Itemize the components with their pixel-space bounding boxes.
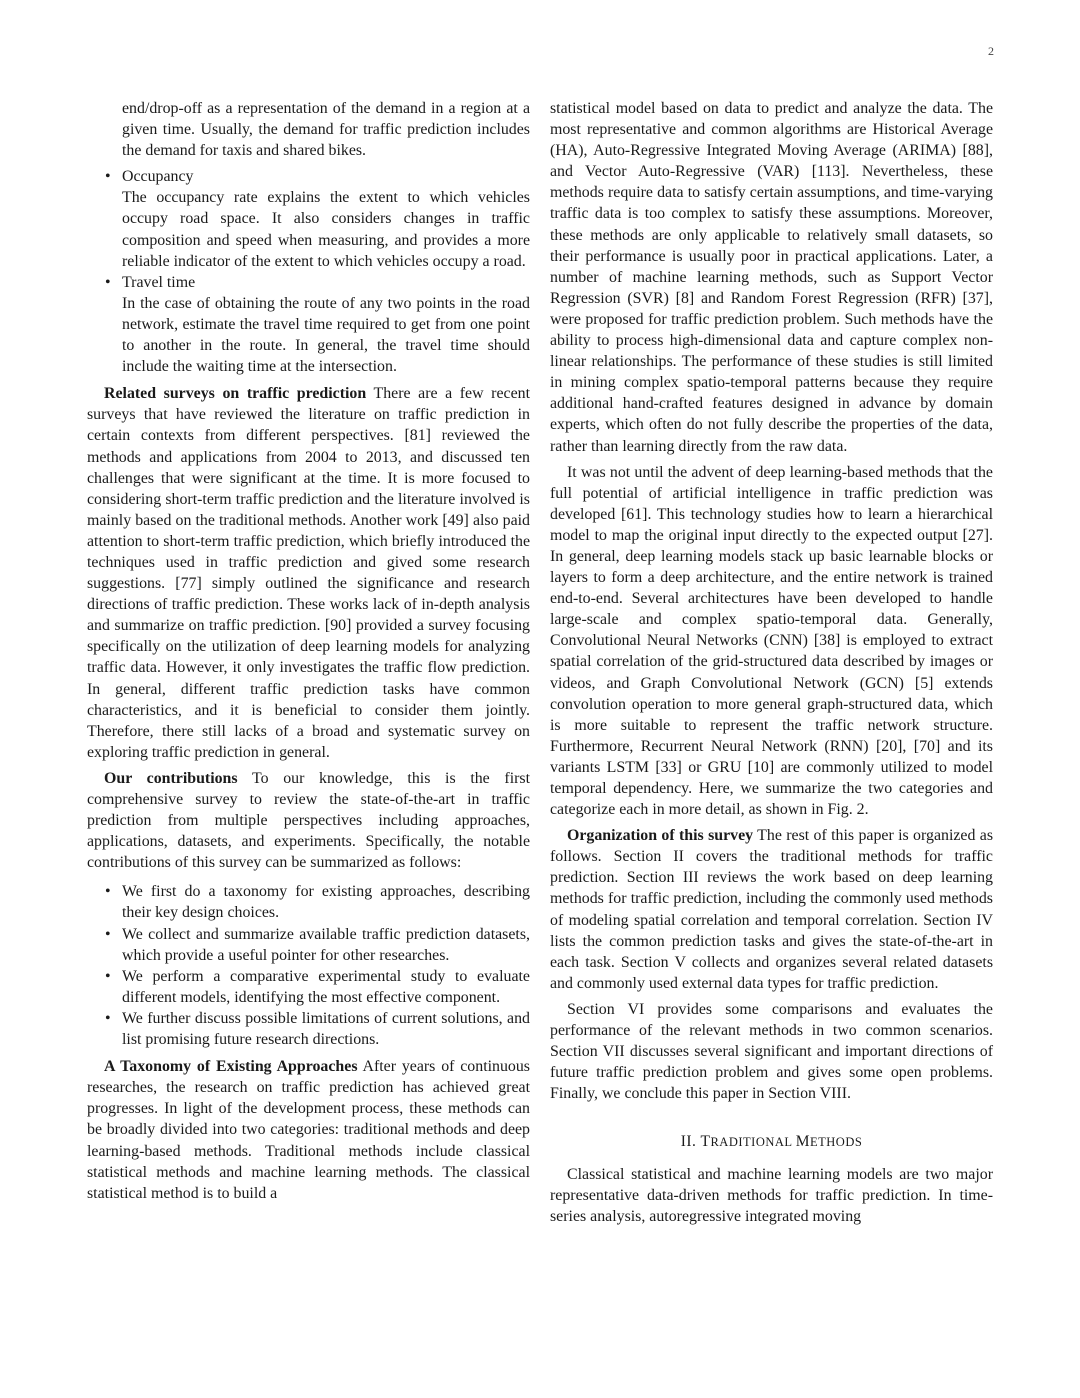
list-item: • We further discuss possible limitations of current solutions, and list promising future research directions. — [87, 1008, 530, 1050]
list-item-travel-time — [87, 272, 530, 377]
contributions-list — [87, 881, 530, 1050]
section-number: II. — [680, 1133, 697, 1151]
prediction-targets-list — [87, 166, 530, 377]
list-item: • We collect and summarize available traffic prediction datasets, which provide a useful pointer for other researches. — [87, 924, 530, 966]
section-title: TRADITIONAL METHODS — [700, 1133, 863, 1151]
list-item: • We first do a taxonomy for existing approaches, describing their key design choices. — [87, 881, 530, 923]
paragraph-traditional-methods: Classical statistical and machine learning models are two major representative data-driven methods for traffic prediction. In time-series analysis, autoregressive integrated moving — [550, 1165, 993, 1225]
list-item: • We perform a comparative experimental study to evaluate different models, identifying the most effective component. — [87, 966, 530, 1008]
paragraph-organization — [550, 825, 993, 994]
run-in-heading: Related surveys on traffic prediction — [104, 385, 367, 403]
right-column — [550, 98, 993, 1232]
item-title: Travel time — [122, 273, 196, 291]
paragraph-text: After years of continuous researches, the research on traffic prediction has achieved great progresses. In light of the development process, these methods can be broadly divided into two categories: traditional methods and deep learning-based methods. Traditional methods include classical statistical methods and machine learning methods. The classical statistical method is to build a — [87, 1058, 530, 1202]
paragraph-deep-learning: It was not until the advent of deep learning-based methods that the full potential of artificial intelligence in traffic prediction was developed [61]. This technology studies how to learn a hierarchical model to map the original input directly to the expected output [27]. In general, deep learning models stack up basic learnable blocks or layers to form a deep architecture, and the entire network is trained end-to-end. Several architectures have been developed to handle large-scale and complex spatio-temporal data. Generally, Convolutional Neural Networks (CNN) [38] is employed to extract spatial correlation of the grid-structured data described by images or videos, and Graph Convolutional Network (GCN) [5] extends convolution operation to more general graph-structured data, which is more suitable to represent the traffic network structure. Furthermore, Recurrent Neural Network (RNN) [20], [70] and its variants LSTM [33] or GRU [10] are commonly utilized to model temporal dependency. Here, we summarize the two categories and categorize each in more detail, as shown in Fig. 2. — [550, 463, 993, 819]
section-heading — [550, 1131, 993, 1153]
paragraph-taxonomy — [87, 1056, 530, 1204]
paragraph-text: The rest of this paper is organized as follows. Section II covers the traditional methods for traffic prediction. Section III reviews the work based on deep learning methods for traffic prediction, including the commonly used methods of modeling spatial correlation and temporal correlation. Section IV lists the common prediction tasks and gives the state-of-the-art in each task. Section V collects and organizes several related datasets and commonly used external data types for traffic prediction. — [550, 827, 994, 992]
paragraph-section-overview: Section VI provides some comparisons and evaluates the performance of the relevant methods in two common scenarios. Section VII discusses several significant and important directions of future traffic prediction problem and gives some open problems. Finally, we conclude this paper in Section VIII. — [550, 1000, 993, 1103]
run-in-heading: Organization of this survey — [567, 827, 754, 845]
run-in-heading: Our contributions — [104, 769, 238, 787]
paragraph-contributions — [87, 768, 530, 873]
item-description: In the case of obtaining the route of any two points in the road network, estimate the travel time required to get from one point to another in the route. In general, the travel time should include the waiting time at the intersection. — [122, 294, 530, 376]
paragraph-text: To our knowledge, this is the first comprehensive survey to review the state-of-the-art in traffic prediction from multiple perspectives including approaches, applications, datasets, and experiments. Specifically, the notable contributions of this survey can be summarized as follows: — [87, 769, 530, 872]
left-column — [87, 98, 530, 1209]
item-title: Occupancy — [122, 168, 194, 186]
paragraph-related-surveys — [87, 383, 530, 763]
item-description: The occupancy rate explains the extent to which vehicles occupy road space. It also considers changes in traffic composition and speed when measuring, and provides a more reliable indicator of the extent to which vehicles occupy a road. — [122, 189, 530, 270]
list-item-occupancy — [87, 166, 530, 271]
demand-continuation: end/drop-off as a representation of the demand in a region at a given time. Usually, the demand for traffic prediction includes the demand for taxis and shared bikes. — [122, 100, 530, 160]
run-in-heading: A Taxonomy of Existing Approaches — [104, 1058, 358, 1076]
paragraph-statistical-continuation: statistical model based on data to predict and analyze the data. The most representative and common algorithms are Historical Average (HA), Auto-Regressive Integrated Moving Average (ARIMA) [88], and Vector Auto-Regressive (VAR) [113]. Nevertheless, these methods require data to satisfy certain assumptions, and time-varying traffic data is too complex to satisfy these assumptions. Moreover, these methods are only applicable to relatively small datasets, so their performance is usually poor in practical applications. Later, a number of machine learning methods, such as Support Vector Regression (SVR) [8] and Random Forest Regression (RFR) [37], were proposed for traffic prediction problem. Such methods have the ability to process high-dimensional data and capture complex non-linear relationships. The performance of these studies is still limited in mining complex spatio-temporal patterns because they require additional hand-crafted features designed in advance by domain experts, which often do not fully describe the properties of the data, rather than learning directly from the raw data. — [550, 100, 993, 455]
paragraph-text: There are a few recent surveys that have reviewed the literature on traffic prediction in certain contexts from different perspectives. [81] reviewed the methods and applications from 2004 to 2013, and discussed ten challenges that were significant at the time. It is more focused to considering short-term traffic prediction and the literature involved is mainly based on the traditional methods. Another work [49] also paid attention to short-term traffic prediction, which briefly introduced the techniques used in traffic prediction and gived some research suggestions. [77] simply outlined the significance and research directions of traffic prediction. These works lack of in-depth analysis and summarize on traffic prediction. [90] provided a survey focusing specifically on the utilization of deep learning models for analyzing traffic data. However, it only investigates the traffic flow prediction. In general, different traffic prediction tasks have common characteristics, and it is beneficial to consider them jointly. Therefore, there still lacks of a broad and systematic survey on exploring traffic prediction in general. — [87, 385, 530, 761]
page-number: 2 — [988, 44, 994, 58]
